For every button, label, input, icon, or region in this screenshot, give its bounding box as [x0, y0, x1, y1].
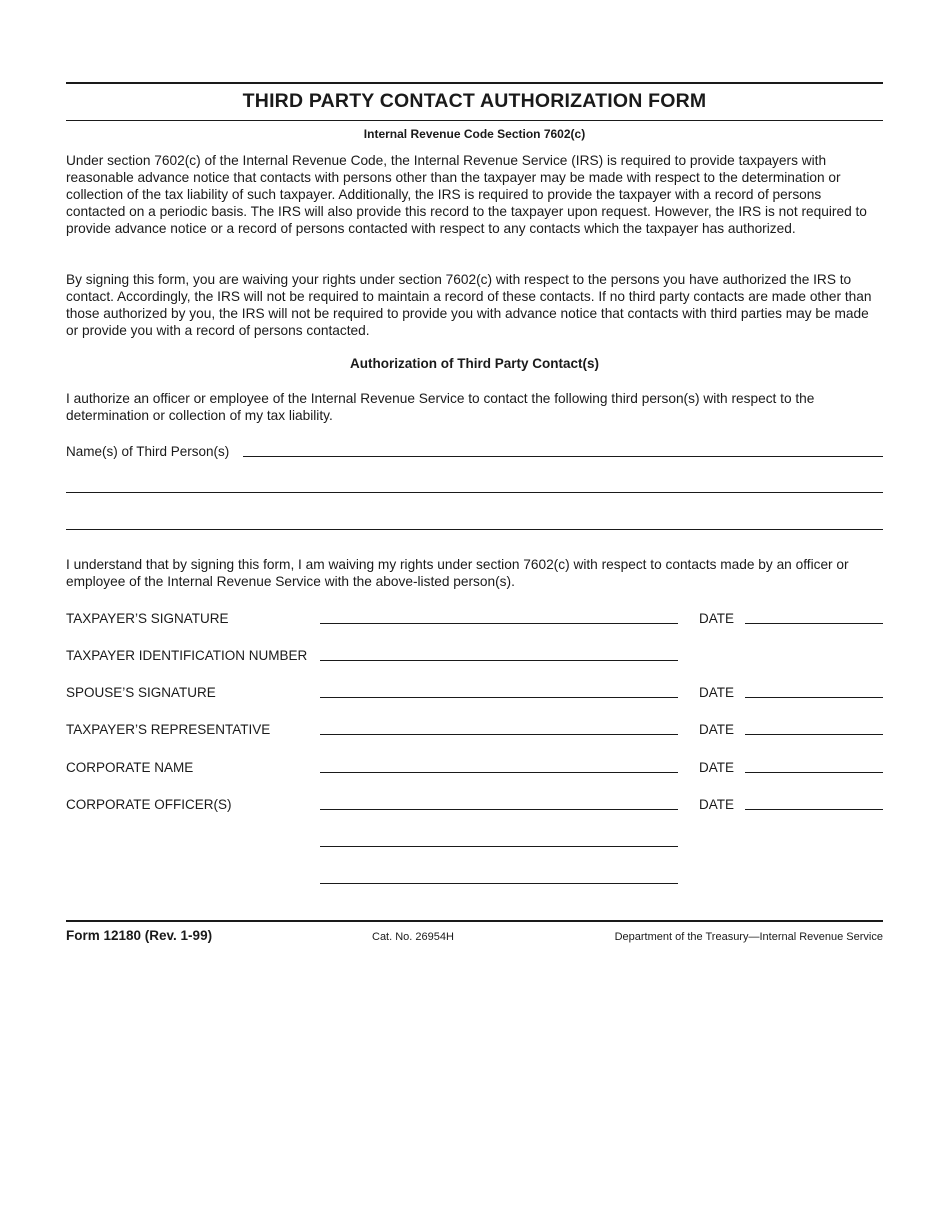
footer-rule [66, 920, 883, 922]
taxpayer-date-line[interactable] [745, 623, 883, 624]
spouse-date-line[interactable] [745, 697, 883, 698]
corporate-officers-date-label: DATE [699, 797, 735, 812]
intro-paragraph-2: By signing this form, you are waiving your rights under section 7602(c) with respect to the persons you have authorized the IRS to contact. Accordingly, the IRS will not be required to maintain a record of these contacts. If no third party contacts are made other than those authorized by you, the IRS will not be required to provide you with advance notice that contacts with third parties may be made or provide you with a record of persons contacted. [66, 272, 872, 338]
representative-line[interactable] [320, 734, 678, 735]
corporate-name-date-line[interactable] [745, 772, 883, 773]
taxpayer-signature-line[interactable] [320, 623, 678, 624]
spouse-signature-label: SPOUSE’S SIGNATURE [66, 685, 216, 700]
form-title: THIRD PARTY CONTACT AUTHORIZATION FORM [242, 90, 707, 112]
section-heading: Authorization of Third Party Contact(s) [350, 356, 599, 371]
corporate-name-date-label: DATE [699, 760, 735, 775]
taxpayer-signature-label: TAXPAYER’S SIGNATURE [66, 611, 229, 626]
corporate-officer-line-2[interactable] [320, 846, 678, 847]
intro-paragraph-1: Under section 7602(c) of the Internal Revenue Code, the Internal Revenue Service (IRS) is required to provide taxpayers with reasonable advance notice that contacts with persons other than the taxpayer may be made with respect to the determination or collection of the tax liability of such taxpayer. Additionally, the IRS is required to provide the taxpayer with a record of persons contacted on a periodic basis. The IRS will also provide this record to the taxpayer upon request. However, the IRS is not required to provide advance notice or a record of persons contacted with respect to any contacts which the taxpayer has authorized. [66, 153, 867, 236]
representative-date-line[interactable] [745, 734, 883, 735]
representative-label: TAXPAYER’S REPRESENTATIVE [66, 722, 271, 737]
corporate-officer-line-1[interactable] [320, 809, 678, 810]
corporate-officer-line-3[interactable] [320, 883, 678, 884]
taxpayer-id-line[interactable] [320, 660, 678, 661]
third-person-line-1[interactable] [243, 456, 883, 457]
catalog-number: Cat. No. 26954H [372, 931, 454, 943]
title-rule [66, 120, 883, 121]
form-number: Form 12180 (Rev. 1-99) [66, 928, 213, 943]
corporate-name-label: CORPORATE NAME [66, 760, 194, 775]
spouse-signature-line[interactable] [320, 697, 678, 698]
representative-date-label: DATE [699, 722, 735, 737]
third-person-line-2[interactable] [66, 492, 883, 493]
corporate-officers-label: CORPORATE OFFICER(S) [66, 797, 232, 812]
corporate-officers-date-line[interactable] [745, 809, 883, 810]
taxpayer-date-label: DATE [699, 611, 735, 626]
third-person-label: Name(s) of Third Person(s) [66, 444, 230, 459]
spouse-date-label: DATE [699, 685, 735, 700]
waiver-text: I understand that by signing this form, I am waiving my rights under section 7602(c) with respect to contacts made by an officer or employee of the Internal Revenue Service with the above-listed person(s). [66, 557, 849, 589]
third-person-line-3[interactable] [66, 529, 883, 530]
top-rule [66, 82, 883, 84]
form-subtitle: Internal Revenue Code Section 7602(c) [363, 127, 586, 141]
taxpayer-id-label: TAXPAYER IDENTIFICATION NUMBER [66, 648, 308, 663]
department-name: Department of the Treasury—Internal Revenue Service [614, 931, 883, 943]
authorization-text: I authorize an officer or employee of the Internal Revenue Service to contact the following third person(s) with respect to the determination or collection of my tax liability. [66, 391, 815, 423]
corporate-name-line[interactable] [320, 772, 678, 773]
